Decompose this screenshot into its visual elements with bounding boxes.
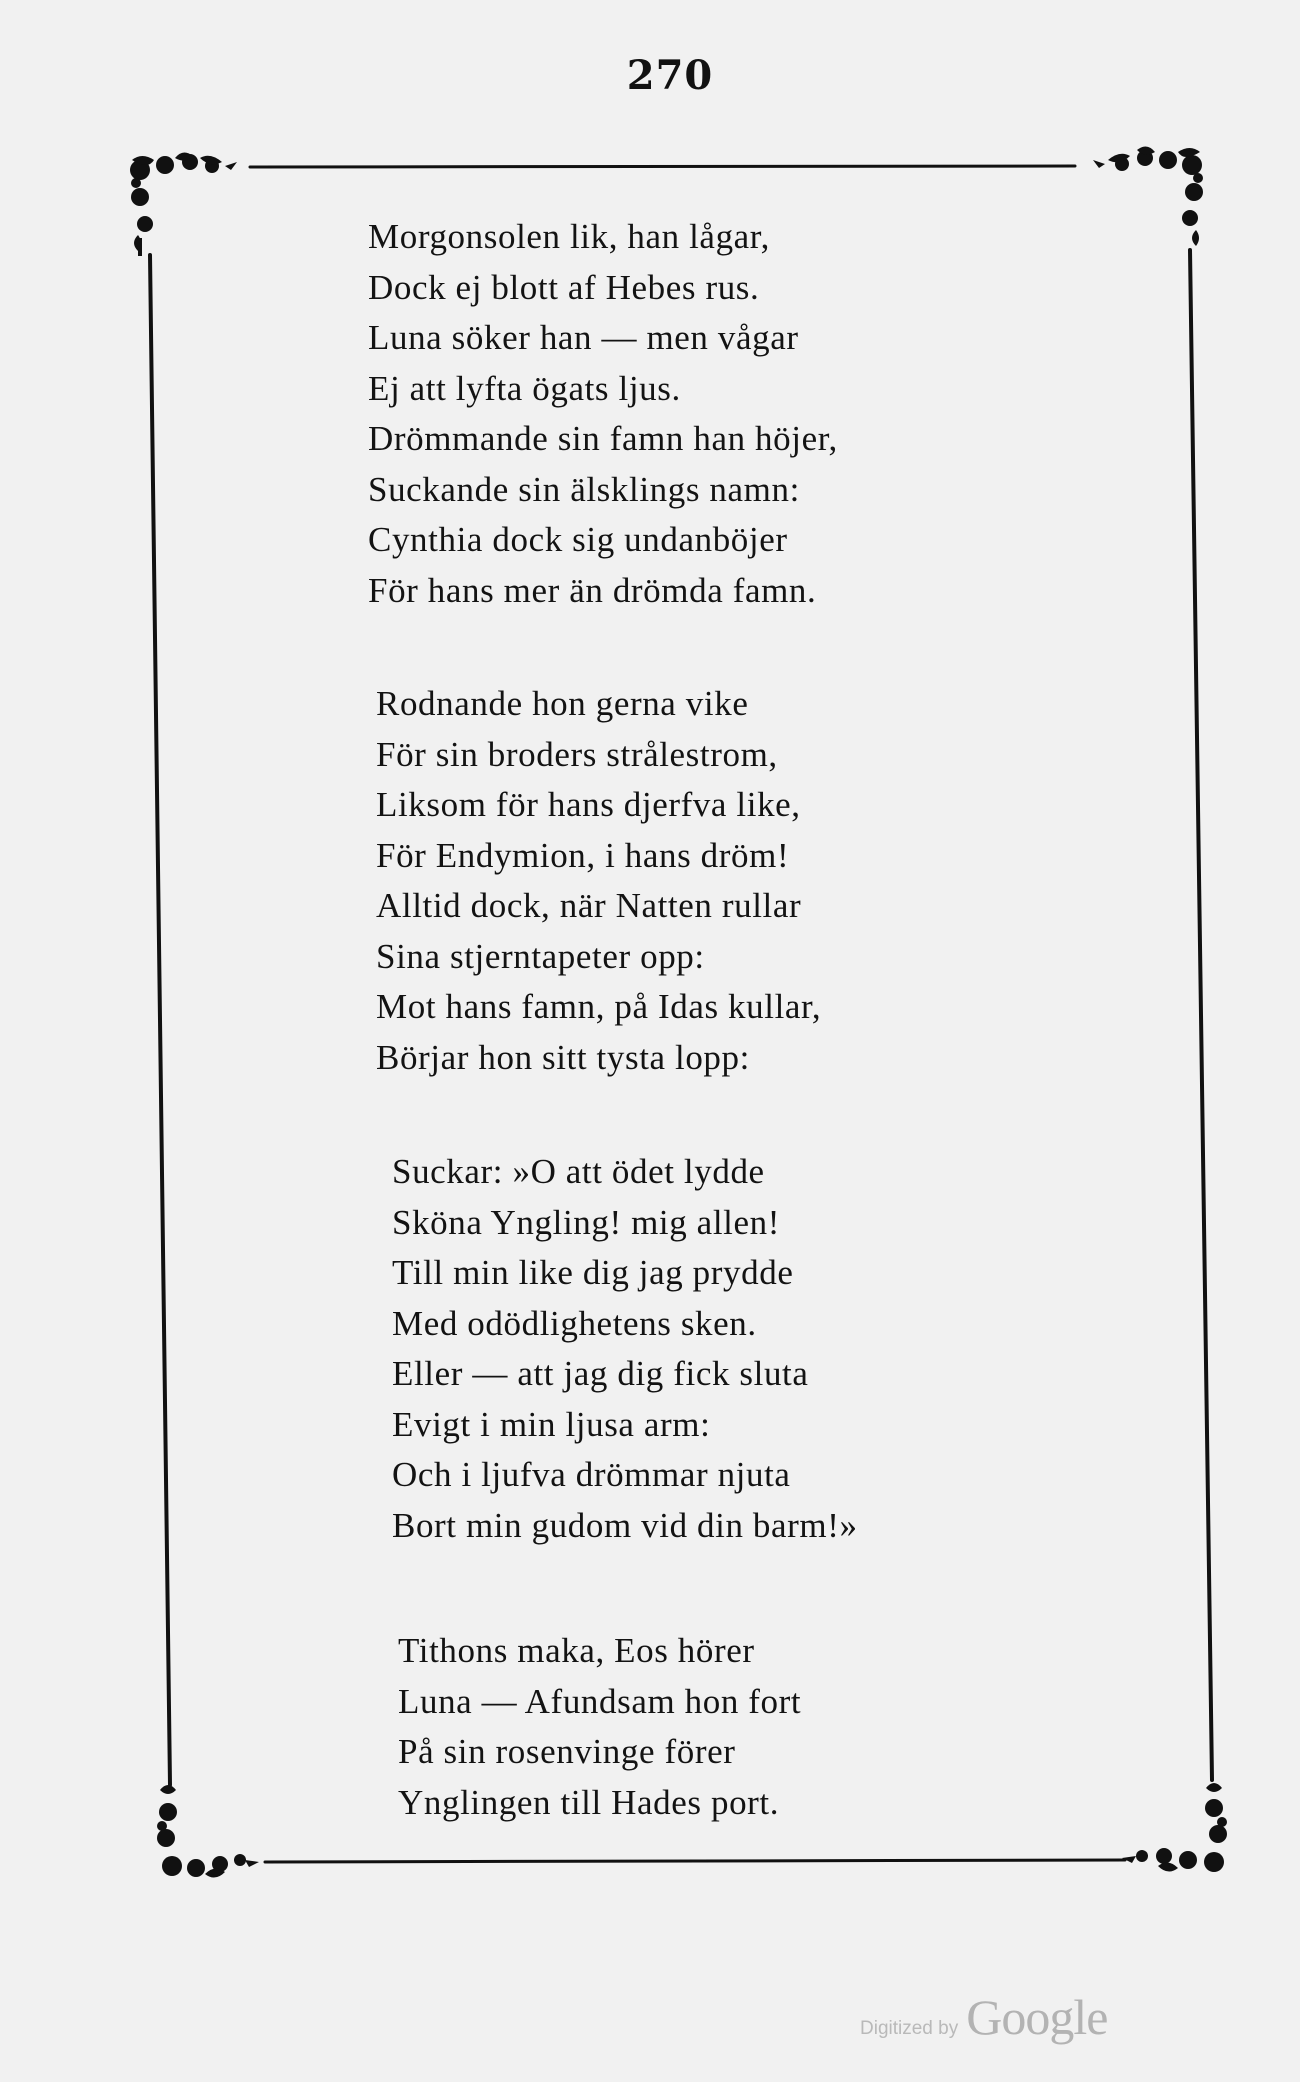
corner-flourish-bottom-left-icon: [157, 1785, 259, 1878]
verse-line: Sköna Yngling! mig allen!: [392, 1202, 780, 1242]
google-logo-text: Google: [966, 1989, 1108, 2045]
verse-line: Mot hans famn, på Idas kullar,: [376, 987, 822, 1026]
verse-line: För hans mer än drömda famn.: [368, 570, 817, 610]
verse-line: Alltid dock, när Natten rullar: [376, 886, 802, 925]
border-right-line: [1190, 250, 1212, 1780]
stanza-3: [368, 1147, 988, 1551]
verse-line: Sina stjerntapeter opp:: [376, 936, 705, 976]
verse-line: Rodnande hon gerna vike: [376, 684, 749, 723]
watermark-prefix: Digitized by: [860, 2018, 959, 2039]
verse-line: För Endymion, i hans dröm!: [376, 835, 790, 875]
verse-line: Luna söker han — men vågar: [368, 318, 799, 357]
verse-line: Suckar: »O att ödet lydde: [392, 1152, 765, 1191]
digitized-by-google-watermark: [860, 1988, 1107, 2046]
stanza-4: [368, 1626, 988, 1828]
verse-line: Luna — Afundsam hon fort: [398, 1681, 802, 1721]
verse-line: Evigt i min ljusa arm:: [392, 1404, 711, 1444]
verse-line: Tithons maka, Eos hörer: [398, 1631, 755, 1670]
verse-line: Morgonsolen lik, han lågar,: [368, 217, 771, 256]
verse-line: Ej att lyfta ögats ljus.: [368, 368, 681, 408]
stanza-2: [368, 679, 988, 1083]
verse-line: Suckande sin älsklings namn:: [368, 469, 800, 509]
verse-line: För sin broders strålestrom,: [376, 734, 778, 774]
corner-flourish-top-right-icon: [1093, 146, 1203, 246]
corner-flourish-bottom-right-icon: [1122, 1783, 1227, 1872]
verse-line: Och i ljufva drömmar njuta: [392, 1455, 791, 1494]
verse-line: Ynglingen till Hades port.: [398, 1782, 780, 1822]
page-number: 270: [626, 52, 714, 99]
verse-line: Till min like dig jag prydde: [392, 1253, 794, 1292]
verse-line: Dock ej blott af Hebes rus.: [368, 267, 760, 307]
verse-line: Börjar hon sitt tysta lopp:: [376, 1037, 750, 1077]
border-top-line: [250, 166, 1075, 167]
border-bottom-line: [265, 1860, 1125, 1862]
verse-line: Cynthia dock sig undanböjer: [368, 520, 788, 559]
verse-line: Liksom för hans djerfva like,: [376, 785, 801, 824]
verse-line: På sin rosenvinge förer: [398, 1732, 736, 1771]
verse-line: Drömmande sin famn han höjer,: [368, 419, 838, 458]
verse-line: Med odödlighetens sken.: [392, 1303, 757, 1343]
verse-line: Bort min gudom vid din barm!»: [392, 1505, 858, 1545]
verse-line: Eller — att jag dig fick sluta: [392, 1354, 809, 1393]
corner-flourish-top-left-icon: [130, 152, 237, 256]
stanza-1: [368, 212, 988, 616]
poem-text: [368, 212, 988, 1828]
border-left-line: [150, 255, 170, 1785]
